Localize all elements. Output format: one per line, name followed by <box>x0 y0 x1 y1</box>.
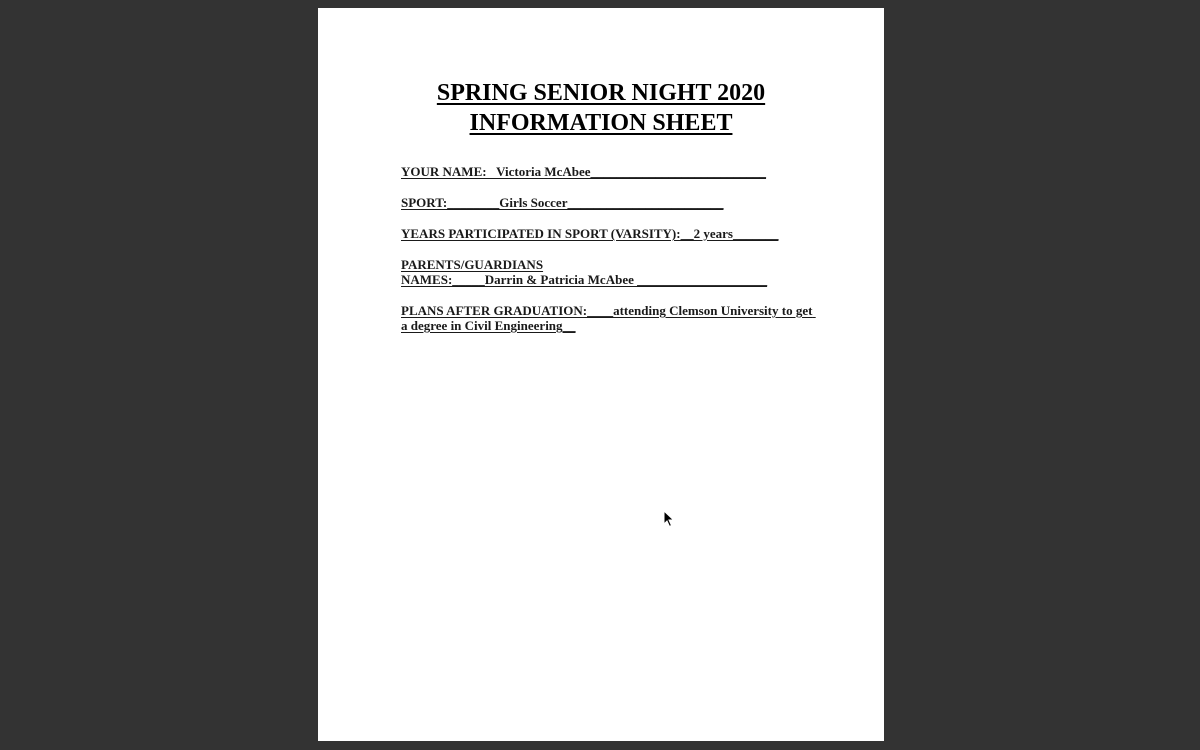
form-fields <box>401 164 821 333</box>
field-years-participated: YEARS PARTICIPATED IN SPORT (VARSITY):__2 years_______ <box>401 226 779 241</box>
field-plans-after-graduation: PLANS AFTER GRADUATION:____attending Clemson University to get a degree in Civil Engineering__ <box>401 303 816 333</box>
field-your-name: YOUR NAME: Victoria McAbee___________________________ <box>401 164 767 179</box>
title-line-2: INFORMATION SHEET <box>469 110 733 136</box>
document-page <box>318 8 884 741</box>
field-sport: SPORT:________Girls Soccer________________________ <box>401 195 724 210</box>
document-title <box>318 78 884 138</box>
mouse-pointer-icon <box>663 510 675 528</box>
field-parents-guardians: PARENTS/GUARDIANS NAMES:_____Darrin & Patricia McAbee ____________________ <box>401 257 768 287</box>
title-line-1: SPRING SENIOR NIGHT 2020 <box>436 80 766 106</box>
